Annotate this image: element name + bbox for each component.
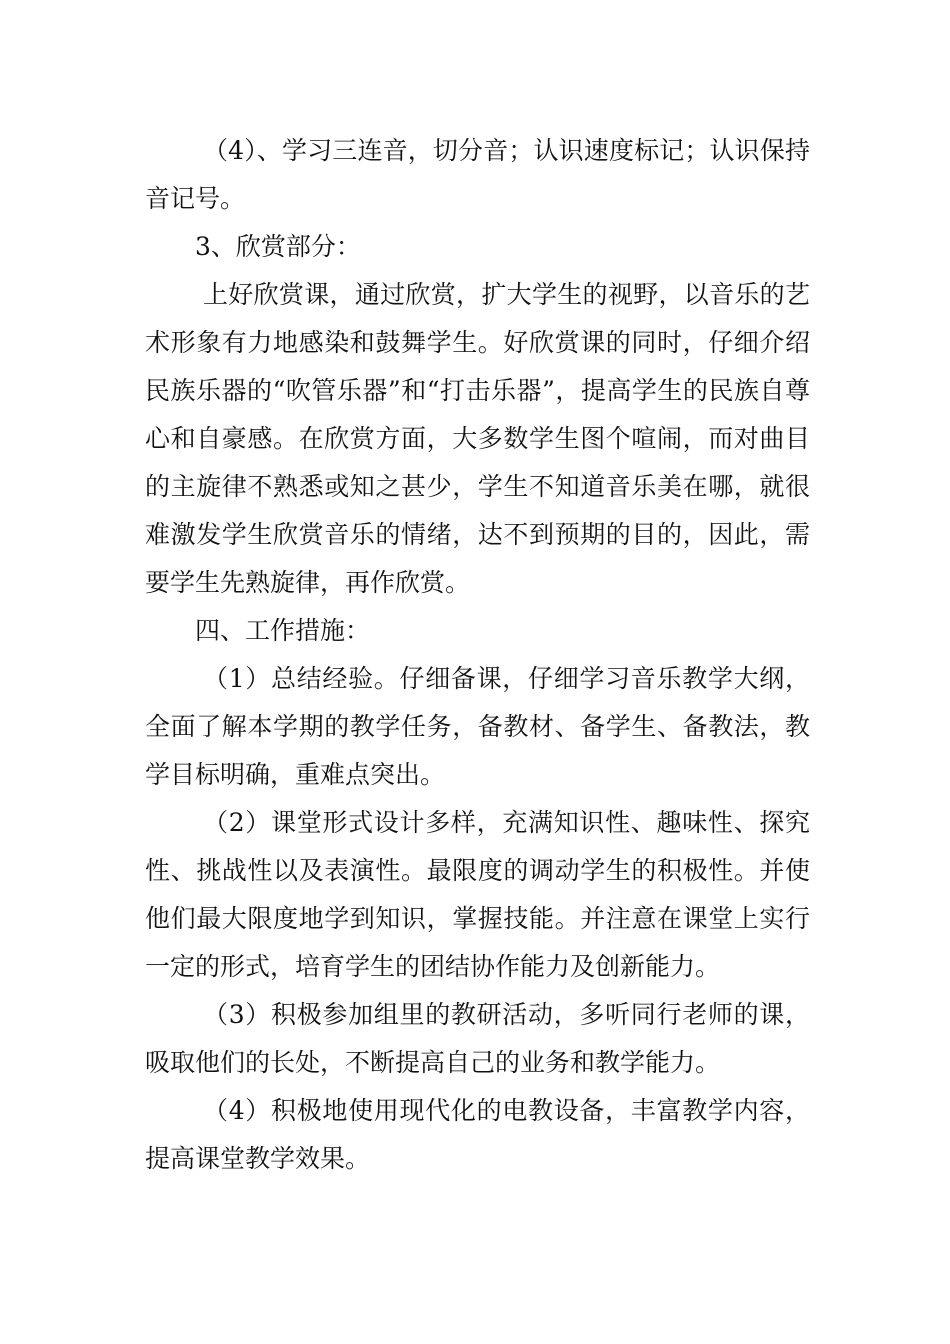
paragraph-measure-2: （2）课堂形式设计多样，充满知识性、趣味性、探究性、挑战性以及表演性。最限度的调动学生的积极性。并使他们最大限度地学到知识，掌握技能。并注意在课堂上实行一定的形式，培育学生的团结协作能力及创新能力。 (145, 808, 810, 981)
paragraph-measure-3: （3）积极参加组里的教研活动，多听同行老师的课，吸取他们的长处，不断提高自己的业务和教学能力。 (145, 1000, 810, 1077)
paragraph-learn-triplets: （4）、学习三连音，切分音；认识速度标记；认识保持音记号。 (145, 136, 810, 213)
paragraph-measure-4: （4）积极地使用现代化的电教设备，丰富教学内容，提高课堂教学效果。 (145, 1096, 810, 1173)
document-body (145, 127, 810, 1183)
section-heading-appreciation: 3、欣赏部分： (195, 232, 361, 261)
section-heading-work-measures: 四、工作措施： (195, 616, 371, 645)
paragraph-measure-1: （1）总结经验。仔细备课，仔细学习音乐教学大纲，全面了解本学期的教学任务，备教材、备学生、备教法，教学目标明确，重难点突出。 (145, 664, 810, 789)
paragraph-appreciation-class: 上好欣赏课，通过欣赏，扩大学生的视野，以音乐的艺术形象有力地感染和鼓舞学生。好欣赏课的同时，仔细介绍民族乐器的“吹管乐器”和“打击乐器”，提高学生的民族自尊心和自豪感。在欣赏方面，大多数学生图个喧闹，而对曲目的主旋律不熟悉或知之甚少，学生不知道音乐美在哪，就很难激发学生欣赏音乐的情绪，达不到预期的目的，因此，需要学生先熟旋律，再作欣赏。 (145, 280, 810, 597)
